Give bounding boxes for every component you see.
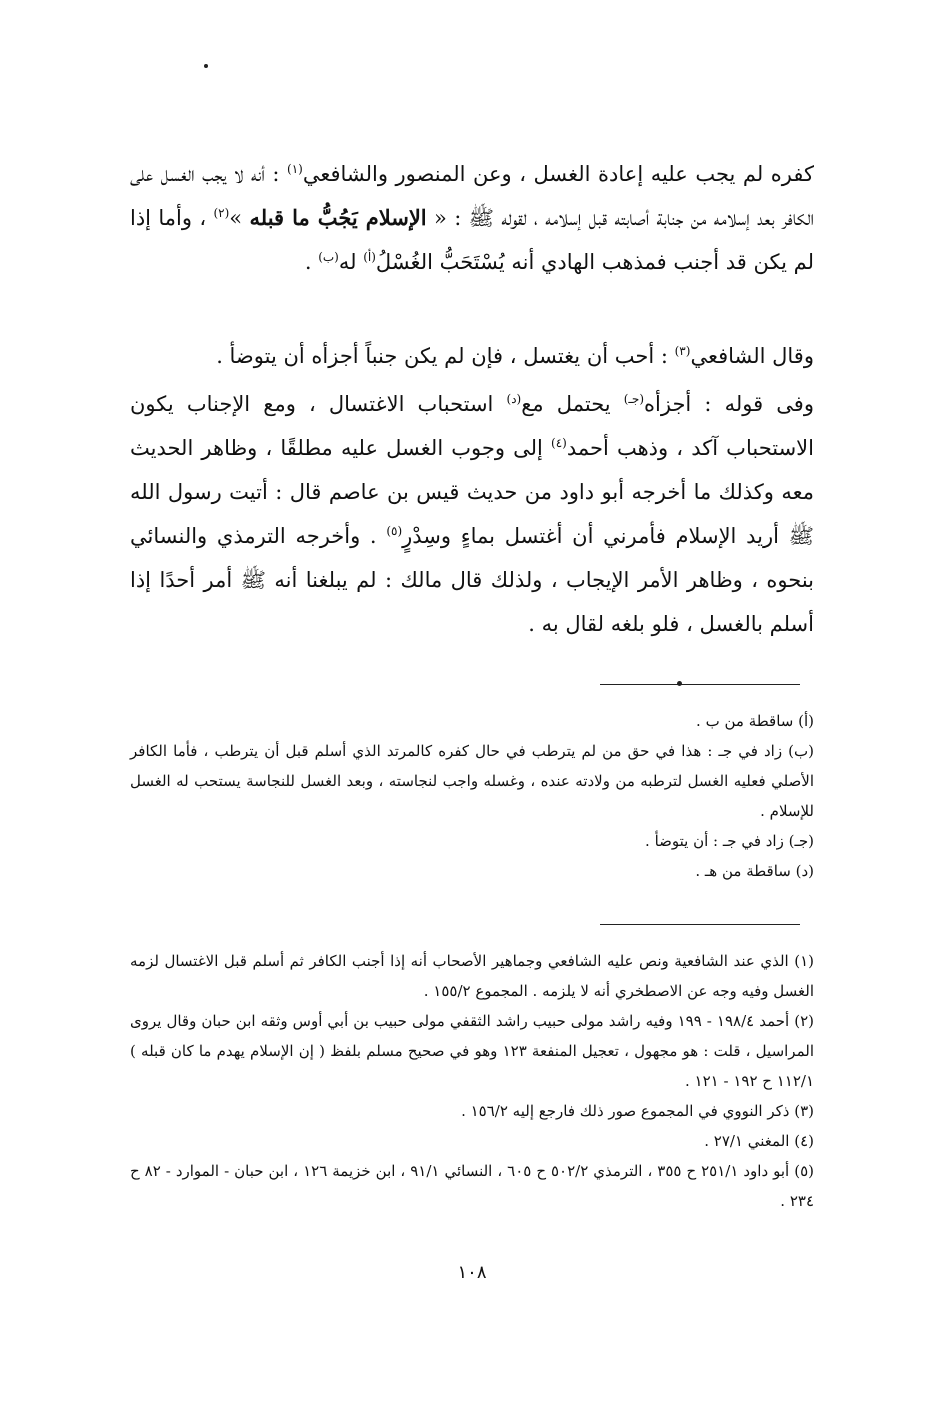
footnote-dal: (د) ساقطة من هـ . <box>695 862 814 880</box>
divider-dot <box>677 681 682 686</box>
paragraph-1-text-d: ، وأما إذا لم يكن قد أجنب فمذهب الهادي أنه يُسْتَحَبُّ الغُسْلُ <box>130 206 814 274</box>
footnote-2: (٢) أحمد ١٩٨/٤ - ١٩٩ وفيه راشد مولى حبيب راشد الثقفي مولى حبيب بن أبي أوس وثقه ابن حبان وقال يروى المراسيل ، قلت : هو مجهول ، تعجيل المنفعة ١٢٣ وهو في صحيح مسلم بلفظ ( إن الإسلام يهدم ما كان قبله ) ١١٢/١ ح ١٩٢ - ١٢١ . <box>130 1012 815 1090</box>
footnote-ref-2[interactable]: (٢) <box>213 206 230 220</box>
footnote-ref-jim[interactable]: (جـ) <box>623 392 645 406</box>
paragraph-2 <box>130 334 814 378</box>
paragraph-3-text-c: استحباب الاغتسال ، ومع الإجناب يكون الاستحباب آكد ، وذهب أحمد <box>130 392 814 460</box>
paragraph-1-text-f: . <box>304 250 319 274</box>
footnote-3: (٣) ذكر النووي في المجموع صور ذلك فارجع إليه ١٥٦/٢ . <box>461 1102 814 1120</box>
footnote-ba: (ب) زاد في جـ : هذا في حق من لم يترطب في حال كفره كالمرتد الذي أسلم قبل أن يترطب ، فأما الكافر الأصلي فعليه الغسل لترطبه من ولادته عنده ، وغسله واجب لنجاسته ، وبعد الغسل للنجاسة يستحب له الغسل للإسلام . <box>130 742 814 820</box>
footnote-divider-1 <box>600 684 800 685</box>
footnote-ref-1[interactable]: (١) <box>287 162 303 176</box>
footnote-divider-2 <box>600 924 800 925</box>
page-mark-dot <box>204 64 208 68</box>
footnote-ref-dal[interactable]: (د) <box>506 392 522 406</box>
paragraph-3-text-e: . وأخرجه الترمذي والنسائي بنحوه ، وظاهر الأمر الإيجاب ، ولذلك قال مالك : لم يبلغنا أنه ﷺ أمر أحدًا إذا أسلم بالغسل ، فلو بلغه لقال به . <box>130 524 814 636</box>
paragraph-1 <box>130 152 814 284</box>
lettered-footnotes <box>130 706 814 886</box>
paragraph-1-text-c: » <box>229 206 250 230</box>
numbered-footnotes <box>130 946 814 1216</box>
paragraph-1-text-a: كفره لم يجب عليه إعادة الغسل ، وعن المنصور والشافعي <box>302 162 815 186</box>
footnote-1: (١) الذي عند الشافعية ونص عليه الشافعي وجماهير الأصحاب أنه إذا أجنب الكافر ثم أسلم قبل الاغتسال لزمه الغسل وفيه وجه عن الاصطخري أنه لا يلزمه . المجموع ١٥٥/٢ . <box>130 952 814 1000</box>
hadith-quote: الإسلام يَجُبُّ ما قبله <box>249 205 427 230</box>
footnote-alif: (أ) ساقطة من ب . <box>696 712 814 730</box>
paragraph-1-text-e: له <box>338 250 364 274</box>
footnote-ref-ba[interactable]: (ب) <box>318 250 339 264</box>
footnote-jim: (جـ) زاد في جـ : أن يتوضأ . <box>645 832 814 850</box>
paragraph-3-text-d: إلى وجوب الغسل عليه مطلقًا ، وظاهر الحديث معه وكذلك ما أخرجه أبو داود من حديث قيس بن عاصم قال : أتيت رسول الله ﷺ أريد الإسلام فأمرني أن أغتسل بماءٍ وسِدْرٍ <box>130 436 814 548</box>
paragraph-3-text-b: يحتمل مع <box>521 392 624 416</box>
footnote-ref-5[interactable]: (٥) <box>386 524 403 538</box>
footnote-ref-alif[interactable]: (أ) <box>363 250 376 264</box>
footnote-ref-3[interactable]: (٣) <box>674 344 691 358</box>
paragraph-3 <box>130 382 814 646</box>
paragraph-1-text-b: : أنه لا يجب الغسل على الكافر بعد إسلامه من جنابة أصابته قبل إسلامه ، لقوله ﷺ : « <box>130 162 814 230</box>
paragraph-2-text-a: وقال الشافعي <box>690 344 814 368</box>
footnote-4: (٤) المغني ٢٧/١ . <box>704 1132 814 1150</box>
page-number: ١٠٨ <box>457 1262 487 1283</box>
paragraph-2-text-b: : أحب أن يغتسل ، فإن لم يكن جنباً أجزأه أن يتوضأ . <box>216 344 675 368</box>
footnote-ref-4[interactable]: (٤) <box>551 436 567 450</box>
paragraph-3-text-a: وفى قوله : أجزأه <box>644 392 814 416</box>
footnote-5: (٥) أبو داود ٢٥١/١ ح ٣٥٥ ، الترمذي ٥٠٢/٢ ح ٦٠٥ ، النسائي ٩١/١ ، ابن خزيمة ١٢٦ ، ابن حبان - الموارد - ٨٢ ح ٢٣٤ . <box>130 1162 814 1210</box>
